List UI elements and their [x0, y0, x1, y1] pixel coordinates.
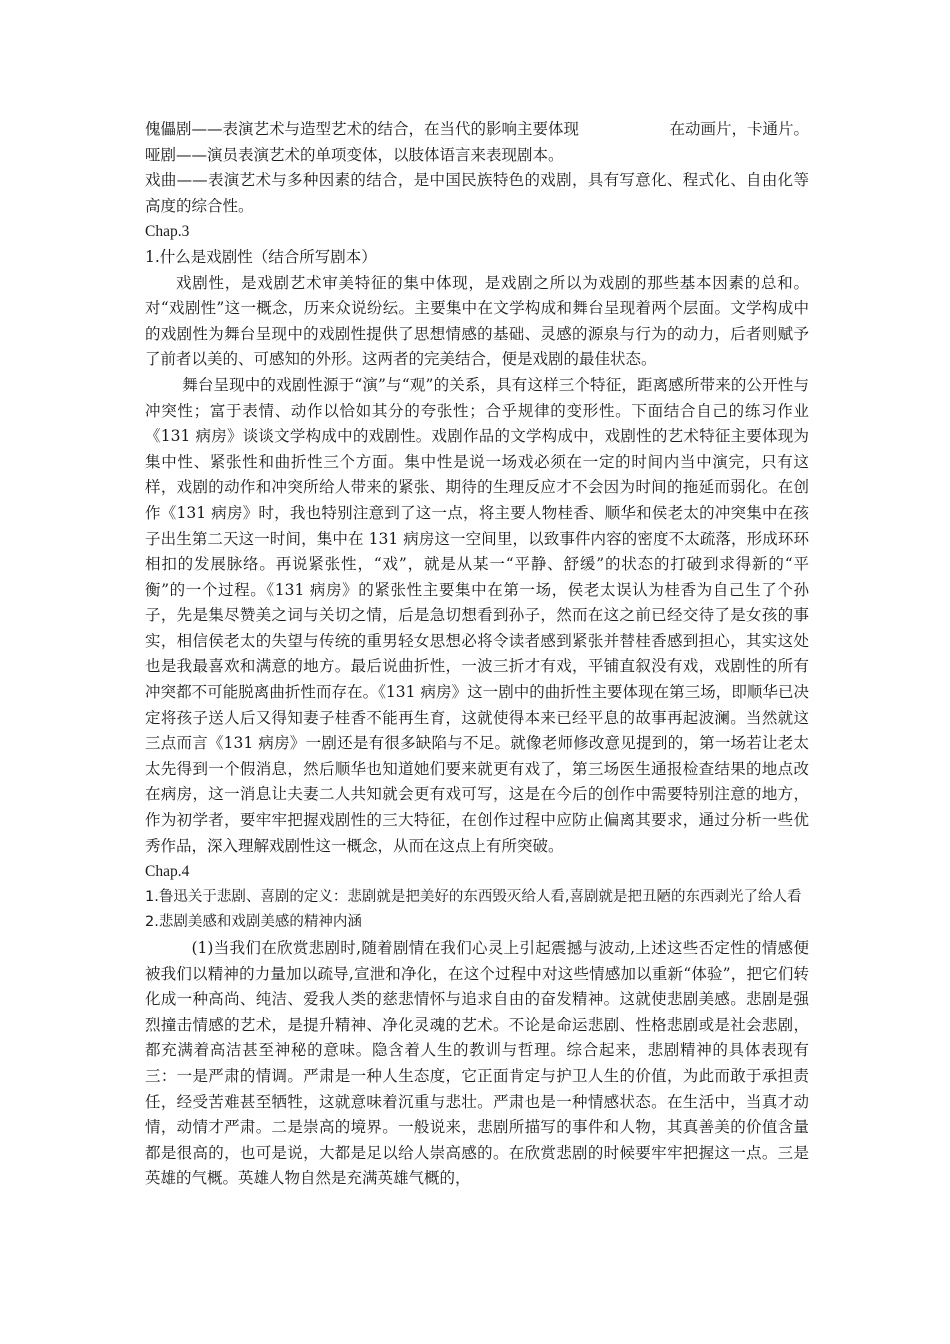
chapter-3-heading: Chap.3	[145, 223, 190, 241]
line-puppet-drama	[145, 117, 809, 143]
paragraph-stage-dramatic: 舞台呈现中的戏剧性源于“演”与“观”的关系，具有这样三个特征，距离感所带来的公开性与冲突性；富于表情、动作以恰如其分的夸张性；合乎规律的变形性。下面结合自己的练习作业《131 病房》谈谈文学构成中的戏剧性。戏剧作品的文学构成中，戏剧性的艺术特征主要体现为集中性、紧张性和曲折性三个方面。集中性是说一场戏必须在一定的时间内当中演完，只有这样，戏剧的动作和冲突所给人带来的紧张、期待的生理反应才不会因为时间的拖延而弱化。在创作《131 病房》时，我也特别注意到了这一点，将主要人物桂香、顺华和侯老太的冲突集中在孩子出生第二天这一时间，集中在 131 病房这一空间里，以致事件内容的密度不太疏落，形成环环相扣的发展脉络。再说紧张性，“戏”，就是从某一“平静、舒缓”的状态的打破到求得新的“平衡”的一个过程。《131 病房》的紧张性主要集中在第一场，侯老太误认为桂香为自己生了个孙子，先是集尽赞美之词与关切之情，后是急切想看到孙子，然而在这之前已经交待了是女孩的事实，相信侯老太的失望与传统的重男轻女思想必将令读者感到紧张并替桂香感到担心，其实这处也是我最喜欢和满意的地方。最后说曲折性，一波三折才有戏，平铺直叙没有戏，戏剧性的所有冲突都不可能脱离曲折性而存在。《131 病房》这一剧中的曲折性主要体现在第三场，即顺华已决定将孩子送人后又得知妻子桂香不能再生育，这就使得本来已经平息的故事再起波澜。当然就这三点而言《131 病房》一剧还是有很多缺陷与不足。就像老师修改意见提到的，第一场若让老太太先得到一个假消息，然后顺华也知道她们要来就更有戏了，第三场医生通报检查结果的地点改在病房，这一消息让夫妻二人共知就会更有戏可写，这是在今后的创作中需要特别注意的地方，作为初学者，要牢牢把握戏剧性的三大特征，在创作过程中应防止偏离其要求，通过分析一些优秀作品，深入理解戏剧性这一概念，从而在这点上有所突破。	[145, 375, 809, 855]
line-mime: 哑剧——演员表演艺术的单项变体，以肢体语言来表现剧本。	[145, 145, 564, 164]
chapter-4-heading: Chap.4	[145, 863, 190, 881]
line-opera: 戏曲——表演艺术与多种因素的结合，是中国民族特色的戏剧，具有写意化、程式化、自由化等高度的综合性。	[145, 171, 809, 215]
document-page	[145, 117, 809, 1192]
puppet-drama-text-end: 在动画片，卡通片。	[669, 120, 809, 138]
puppet-drama-text: 傀儡剧——表演艺术与造型艺术的结合，在当代的影响主要体现	[145, 120, 580, 138]
paragraph-dramatic-definition: 戏剧性，是戏剧艺术审美特征的集中体现，是戏剧之所以为戏剧的那些基本因素的总和。对“戏剧性”这一概念，历来众说纷纭。主要集中在文学构成和舞台呈现着两个层面。文学构成中的戏剧性为舞台呈现中的戏剧性提供了思想情感的基础、灵感的源泉与行为的动力，后者则赋予了前者以美的、可感知的外形。这两者的完美结合，便是戏剧的最佳状态。	[145, 273, 809, 369]
question-tragedy-aesthetics: 2.悲剧美感和戏剧美感的精神内涵	[145, 914, 362, 931]
question-luxun-definition: 1.鲁迅关于悲剧、喜剧的定义：悲剧就是把美好的东西毁灭给人看,喜剧就是把丑陋的东西剥光了给人看	[145, 888, 802, 905]
paragraph-tragedy-spirit: (1)当我们在欣赏悲剧时,随着剧情在我们心灵上引起震撼与波动,上述这些否定性的情感便被我们以精神的力量加以疏导,宣泄和净化，在这个过程中对这些情感加以重新“体验”，把它们转化成一种高尚、纯洁、爱我人类的慈悲情怀与追求自由的奋发精神。这就使悲剧美感。悲剧是强烈撞击情感的艺术，是提升精神、净化灵魂的艺术。不论是命运悲剧、性格悲剧或是社会悲剧，都充满着高洁甚至神秘的意味。隐含着人生的教训与哲理。综合起来，悲剧精神的具体表现有三：一是严肃的情调。严肃是一种人生态度，它正面肯定与护卫人生的价值，为此而敢于承担责任，经受苦难甚至牺牲，这就意味着沉重与悲壮。严肃也是一种情感状态。在生活中，当真才动情，动情才严肃。二是崇高的境界。一般说来，悲剧所描写的事件和人物，其真善美的价值含量都是很高的，也可是说，大都是足以给人崇高感的。在欣赏悲剧的时候要牢牢把握这一点。三是英雄的气概。英雄人物自然是充满英雄气概的，	[145, 939, 809, 1188]
question-1-heading: 1.什么是戏剧性（结合所写剧本）	[145, 247, 377, 266]
